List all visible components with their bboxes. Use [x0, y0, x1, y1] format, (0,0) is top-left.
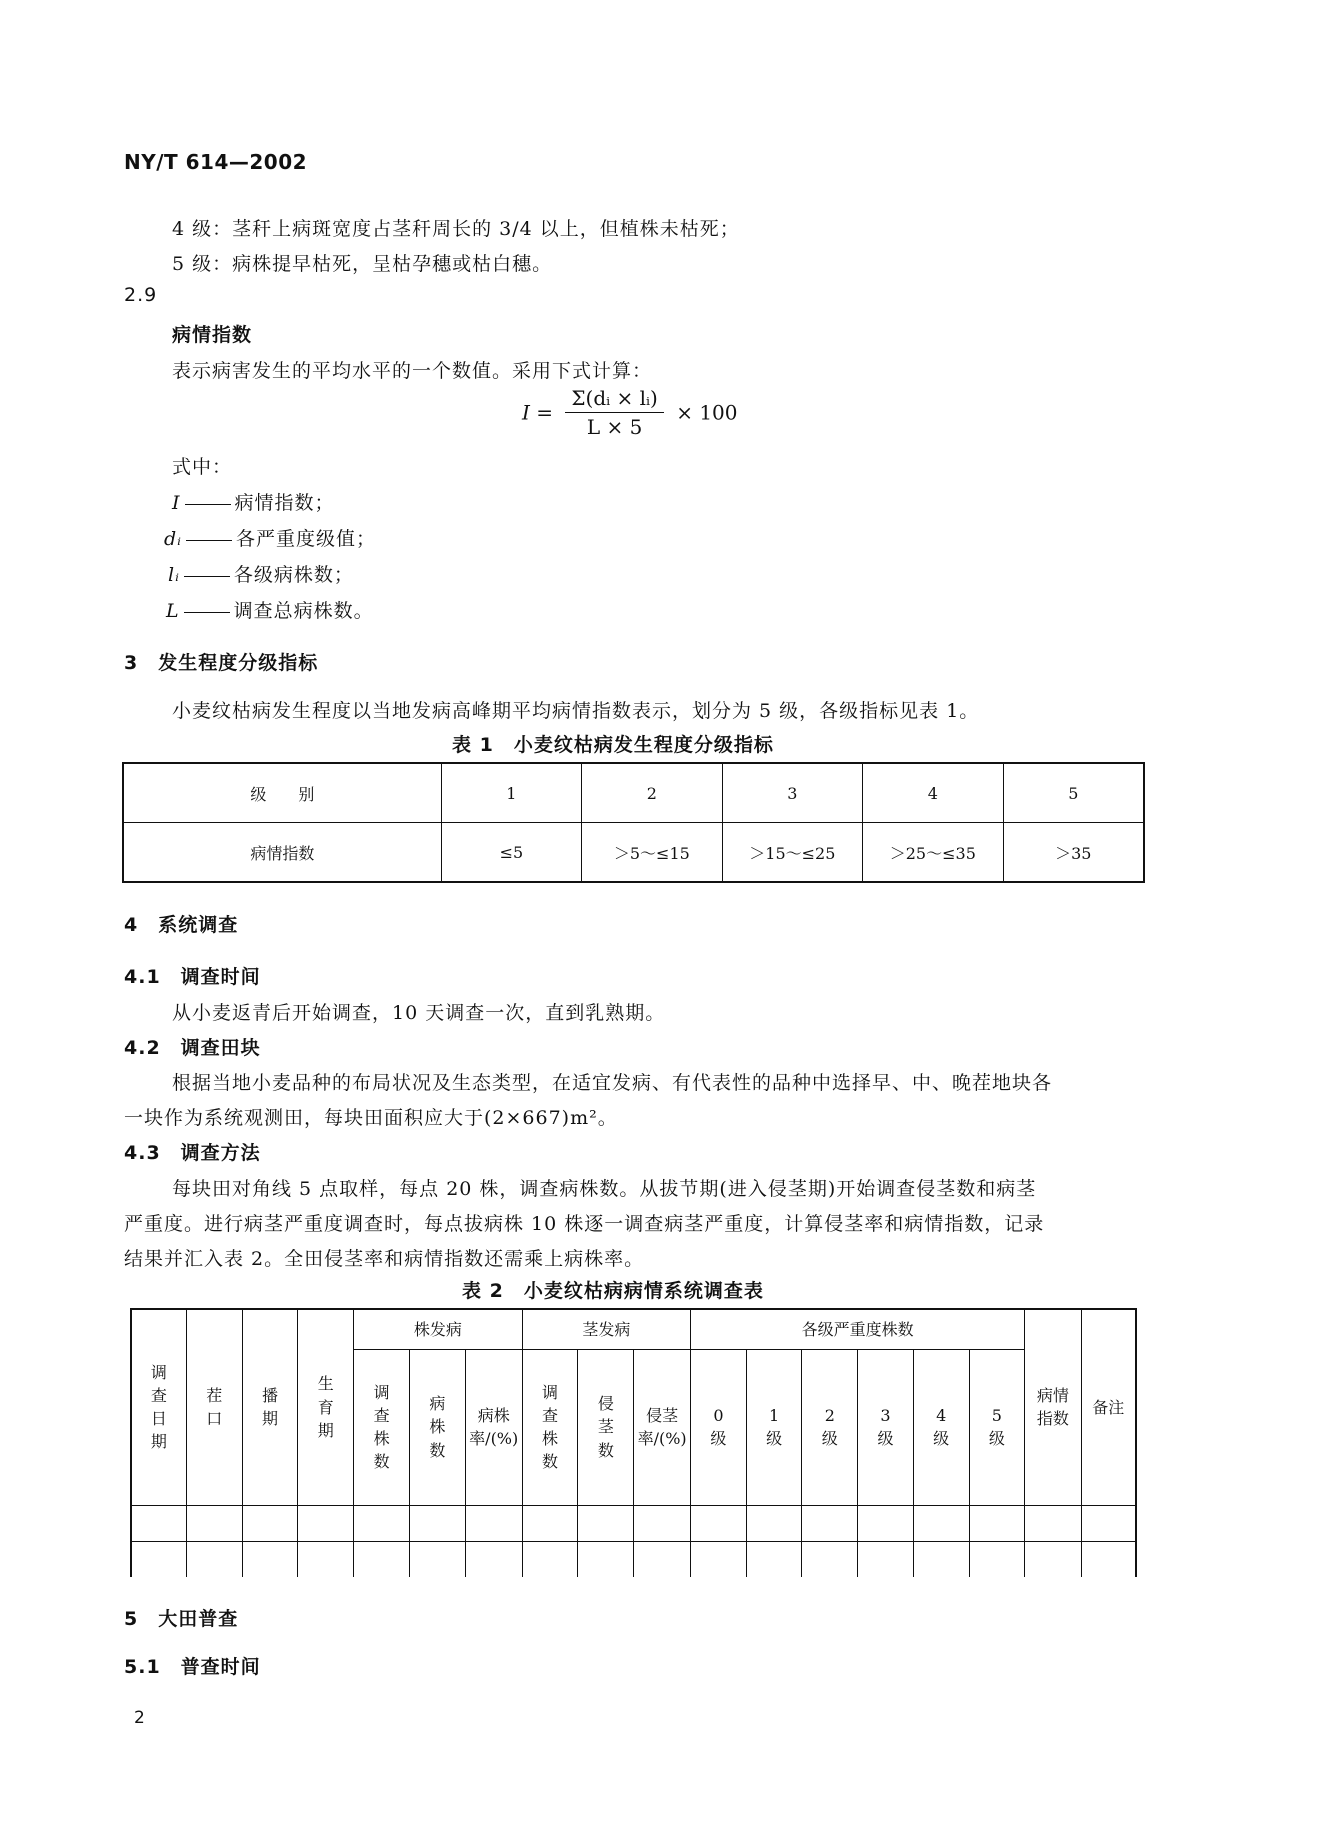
legend-text: 调查总病株数。 — [233, 600, 374, 622]
table-header-cell — [465, 1349, 522, 1505]
formula-denominator: L × 5 — [586, 415, 643, 439]
table-cell — [858, 1541, 914, 1577]
section-4-1-paragraph: 从小麦返青后开始调查，10 天调查一次，直到乳熟期。 — [172, 1002, 666, 1024]
section-4-2-heading: 4.2 调查田块 — [124, 1037, 261, 1059]
section-4-3-paragraph-line: 严重度。进行病茎严重度调查时，每点拔病株 10 株逐一调查病茎严重度，计算侵茎率和病情指数，记录 — [124, 1213, 1045, 1235]
table-header-cell — [186, 1309, 242, 1505]
table-cell — [522, 1541, 578, 1577]
section-2-9-title: 病情指数 — [172, 324, 253, 346]
legend-text: 病情指数； — [234, 492, 335, 514]
table-cell: 5 — [1003, 763, 1144, 823]
header-text: 播期 — [262, 1386, 279, 1429]
table-header-cell — [858, 1349, 914, 1505]
legend-symbol: I — [172, 492, 181, 514]
table-cell: 4 — [863, 763, 1003, 823]
table-header-cell — [1081, 1309, 1136, 1505]
legend-item — [166, 596, 374, 623]
grade-number: 4 — [936, 1405, 947, 1425]
table-header-cell — [522, 1349, 578, 1505]
table-header-cell — [913, 1349, 969, 1505]
grade-number: 1 — [769, 1405, 780, 1425]
table-cell — [298, 1541, 354, 1577]
header-text: 调查日期 — [150, 1362, 167, 1452]
formula-lhs: I = — [522, 400, 554, 425]
table-cell: ＞25～≤35 — [863, 823, 1003, 883]
table-header-cell — [298, 1309, 354, 1505]
table-cell — [746, 1505, 802, 1541]
formula-multiplier: × 100 — [676, 400, 738, 425]
table-cell — [858, 1505, 914, 1541]
grade-unit: 级 — [821, 1429, 838, 1448]
table-cell — [634, 1541, 691, 1577]
legend-symbol: lᵢ — [168, 564, 180, 586]
header-text: 病株数 — [429, 1394, 446, 1460]
table-cell — [354, 1541, 410, 1577]
legend-dash — [184, 612, 230, 613]
header-text: 调查株数 — [373, 1382, 390, 1472]
legend-symbol: dᵢ — [164, 528, 182, 550]
header-text: 病株率/(%) — [469, 1405, 519, 1448]
table-1-caption: 表 1 小麦纹枯病发生程度分级指标 — [452, 734, 774, 756]
grade-unit: 级 — [766, 1429, 783, 1448]
table-cell — [242, 1541, 298, 1577]
table-cell: ＞15～≤25 — [722, 823, 862, 883]
header-text: 生育期 — [317, 1374, 334, 1440]
table-cell — [578, 1541, 634, 1577]
section-4-3-heading: 4.3 调查方法 — [124, 1142, 261, 1164]
table-header-cell — [131, 1309, 186, 1505]
section-5-1-heading: 5.1 普查时间 — [124, 1656, 261, 1678]
table-cell — [131, 1541, 186, 1577]
header-text: 调查株数 — [542, 1382, 559, 1472]
table-header-cell — [354, 1349, 410, 1505]
formula-fraction — [565, 386, 663, 439]
table-cell: 2 — [582, 763, 722, 823]
table-1-grading — [122, 762, 1145, 883]
standard-number: NY/T 614—2002 — [124, 150, 308, 174]
formula-where-label: 式中： — [172, 456, 233, 478]
header-text: 侵茎数 — [597, 1394, 614, 1460]
grade-5-line: 5 级：病株提早枯死，呈枯孕穗或枯白穗。 — [172, 253, 553, 275]
grade-unit: 级 — [877, 1429, 894, 1448]
table-cell: ＞35 — [1003, 823, 1144, 883]
table-header-cell — [242, 1309, 298, 1505]
table-cell — [242, 1505, 298, 1541]
header-text: 茬口 — [206, 1386, 223, 1429]
section-4-2-paragraph-line: 根据当地小麦品种的布局状况及生态类型，在适宜发病、有代表性的品种中选择早、中、晚茬地块各 — [172, 1072, 1053, 1094]
table-cell — [410, 1541, 466, 1577]
table-cell — [1025, 1505, 1081, 1541]
table-cell — [634, 1505, 691, 1541]
section-4-2-paragraph-line: 一块作为系统观测田，每块田面积应大于(2×667)m²。 — [124, 1107, 618, 1129]
table-cell — [465, 1541, 522, 1577]
table-2-survey — [130, 1308, 1137, 1577]
table-cell — [969, 1505, 1025, 1541]
table-cell: 级 别 — [123, 763, 441, 823]
page-number: 2 — [134, 1708, 146, 1728]
legend-dash — [185, 504, 231, 505]
table-header-cell: 株发病 — [354, 1309, 522, 1349]
section-4-3-paragraph-line: 每块田对角线 5 点取样，每点 20 株，调查病株数。从拔节期(进入侵茎期)开始调查侵茎数和病茎 — [172, 1178, 1037, 1200]
table-row — [131, 1505, 1136, 1541]
table-row — [123, 763, 1144, 823]
table-header-cell — [578, 1349, 634, 1505]
legend-dash — [186, 540, 232, 541]
table-cell: 3 — [722, 763, 862, 823]
legend-item — [168, 560, 354, 587]
header-text: 侵茎率/(%) — [637, 1405, 687, 1448]
grade-4-line: 4 级：茎秆上病斑宽度占茎秆周长的 3/4 以上，但植株未枯死； — [172, 218, 740, 240]
legend-item — [164, 524, 376, 551]
table-cell — [691, 1541, 747, 1577]
table-cell — [802, 1505, 858, 1541]
legend-text: 各级病株数； — [233, 564, 354, 586]
table-cell: ＞5～≤15 — [582, 823, 722, 883]
grade-number: 3 — [880, 1405, 891, 1425]
table-cell — [1025, 1541, 1081, 1577]
table-header-cell — [410, 1349, 466, 1505]
table-cell — [522, 1505, 578, 1541]
table-cell — [410, 1505, 466, 1541]
table-header-cell — [802, 1349, 858, 1505]
table-cell — [465, 1505, 522, 1541]
table-cell — [913, 1505, 969, 1541]
section-5-heading: 5 大田普查 — [124, 1608, 239, 1630]
table-cell — [746, 1541, 802, 1577]
legend-item — [172, 488, 335, 515]
table-cell — [969, 1541, 1025, 1577]
table-cell — [131, 1505, 186, 1541]
table-2-caption: 表 2 小麦纹枯病病情系统调查表 — [462, 1280, 764, 1302]
table-header-cell — [746, 1349, 802, 1505]
table-cell — [802, 1541, 858, 1577]
section-4-heading: 4 系统调查 — [124, 914, 239, 936]
table-cell: 1 — [441, 763, 581, 823]
grade-number: 5 — [991, 1405, 1002, 1425]
section-4-3-paragraph-line: 结果并汇入表 2。全田侵茎率和病情指数还需乘上病株率。 — [124, 1248, 645, 1270]
grade-number: 0 — [713, 1405, 724, 1425]
section-3-paragraph: 小麦纹枯病发生程度以当地发病高峰期平均病情指数表示，划分为 5 级，各级指标见表 1。 — [172, 700, 980, 722]
table-header-cell — [969, 1349, 1025, 1505]
legend-dash — [184, 576, 230, 577]
table-cell: 病情指数 — [123, 823, 441, 883]
table-cell — [578, 1505, 634, 1541]
legend-symbol: L — [166, 600, 180, 622]
disease-index-formula — [522, 386, 738, 439]
grade-number: 2 — [824, 1405, 835, 1425]
section-2-9-desc: 表示病害发生的平均水平的一个数值。采用下式计算： — [172, 360, 653, 382]
table-cell — [1081, 1505, 1136, 1541]
table-row — [123, 823, 1144, 883]
table-cell — [298, 1505, 354, 1541]
header-text: 备注 — [1092, 1397, 1125, 1417]
table-cell — [186, 1541, 242, 1577]
table-row — [131, 1309, 1136, 1349]
table-row — [131, 1541, 1136, 1577]
section-3-heading: 3 发生程度分级指标 — [124, 652, 319, 674]
table-header-cell — [634, 1349, 691, 1505]
table-cell — [913, 1541, 969, 1577]
table-cell — [1081, 1541, 1136, 1577]
grade-unit: 级 — [933, 1429, 950, 1448]
section-4-1-heading: 4.1 调查时间 — [124, 966, 261, 988]
table-header-cell — [691, 1349, 747, 1505]
table-header-cell — [1025, 1309, 1081, 1505]
section-2-9-number: 2.9 — [124, 284, 158, 306]
table-header-cell: 茎发病 — [522, 1309, 690, 1349]
grade-unit: 级 — [988, 1429, 1005, 1448]
table-header-cell: 各级严重度株数 — [691, 1309, 1025, 1349]
header-text: 病情指数 — [1036, 1386, 1069, 1429]
table-cell — [354, 1505, 410, 1541]
table-cell — [186, 1505, 242, 1541]
table-cell — [691, 1505, 747, 1541]
grade-unit: 级 — [710, 1429, 727, 1448]
formula-numerator: Σ(dᵢ × lᵢ) — [565, 386, 663, 413]
table-cell: ≤5 — [441, 823, 581, 883]
legend-text: 各严重度级值； — [236, 528, 377, 550]
